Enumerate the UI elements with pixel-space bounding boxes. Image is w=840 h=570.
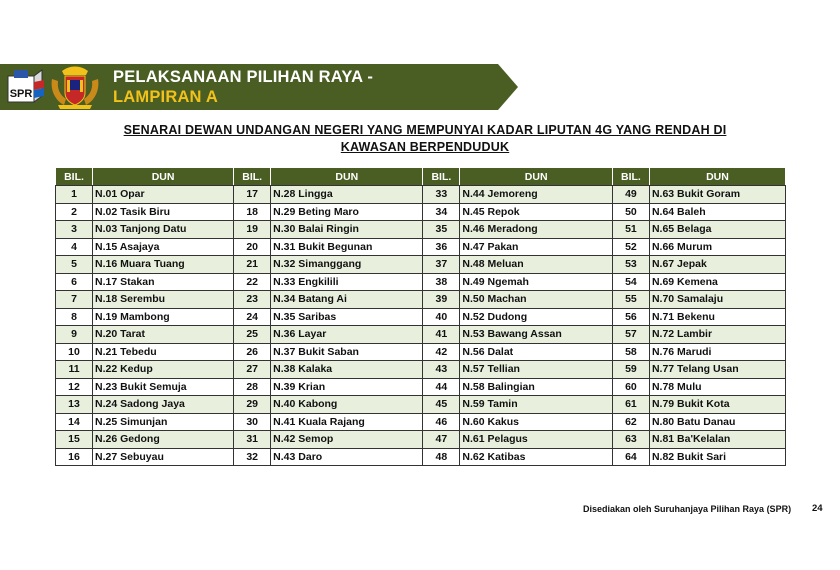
- cell-dun: N.35 Saribas: [271, 308, 423, 326]
- table-row: [56, 431, 786, 449]
- spr-logo: [4, 66, 46, 108]
- column-header-dun: DUN: [93, 168, 234, 186]
- column-header-dun: DUN: [460, 168, 613, 186]
- cell-bil: 26: [234, 343, 271, 361]
- cell-bil: 61: [612, 396, 649, 414]
- cell-dun: N.24 Sadong Jaya: [93, 396, 234, 414]
- cell-bil: 23: [234, 291, 271, 309]
- cell-dun: N.70 Samalaju: [649, 291, 785, 309]
- cell-bil: 28: [234, 378, 271, 396]
- cell-bil: 59: [612, 361, 649, 379]
- cell-dun: N.48 Meluan: [460, 256, 613, 274]
- cell-bil: 39: [423, 291, 460, 309]
- cell-bil: 10: [56, 343, 93, 361]
- cell-dun: N.72 Lambir: [649, 326, 785, 344]
- cell-dun: N.52 Dudong: [460, 308, 613, 326]
- cell-bil: 56: [612, 308, 649, 326]
- table-body: [56, 186, 786, 466]
- cell-dun: N.22 Kedup: [93, 361, 234, 379]
- cell-bil: 41: [423, 326, 460, 344]
- table-row: [56, 343, 786, 361]
- cell-dun: N.63 Bukit Goram: [649, 186, 785, 204]
- cell-dun: N.78 Mulu: [649, 378, 785, 396]
- cell-bil: 58: [612, 343, 649, 361]
- cell-dun: N.19 Mambong: [93, 308, 234, 326]
- dun-table: [55, 167, 786, 466]
- cell-dun: N.59 Tamin: [460, 396, 613, 414]
- table-row: [56, 221, 786, 239]
- cell-bil: 17: [234, 186, 271, 204]
- cell-dun: N.76 Marudi: [649, 343, 785, 361]
- cell-bil: 57: [612, 326, 649, 344]
- table-row: [56, 291, 786, 309]
- cell-dun: N.31 Bukit Begunan: [271, 238, 423, 256]
- cell-dun: N.71 Bekenu: [649, 308, 785, 326]
- cell-bil: 4: [56, 238, 93, 256]
- cell-bil: 1: [56, 186, 93, 204]
- cell-bil: 31: [234, 431, 271, 449]
- cell-dun: N.38 Kalaka: [271, 361, 423, 379]
- cell-dun: N.34 Batang Ai: [271, 291, 423, 309]
- cell-dun: N.57 Tellian: [460, 361, 613, 379]
- cell-bil: 46: [423, 413, 460, 431]
- cell-dun: N.47 Pakan: [460, 238, 613, 256]
- cell-bil: 32: [234, 448, 271, 466]
- cell-dun: N.60 Kakus: [460, 413, 613, 431]
- cell-dun: N.25 Simunjan: [93, 413, 234, 431]
- cell-bil: 21: [234, 256, 271, 274]
- header-subtitle: LAMPIRAN A: [113, 88, 218, 106]
- cell-dun: N.49 Ngemah: [460, 273, 613, 291]
- cell-bil: 20: [234, 238, 271, 256]
- table-row: [56, 186, 786, 204]
- header-text: [113, 67, 373, 107]
- cell-bil: 24: [234, 308, 271, 326]
- cell-dun: N.82 Bukit Sari: [649, 448, 785, 466]
- cell-dun: N.43 Daro: [271, 448, 423, 466]
- cell-bil: 64: [612, 448, 649, 466]
- cell-dun: N.02 Tasik Biru: [93, 203, 234, 221]
- cell-dun: N.39 Krian: [271, 378, 423, 396]
- coat-of-arms-icon: [48, 65, 102, 109]
- cell-dun: N.41 Kuala Rajang: [271, 413, 423, 431]
- cell-dun: N.67 Jepak: [649, 256, 785, 274]
- cell-bil: 63: [612, 431, 649, 449]
- cell-bil: 3: [56, 221, 93, 239]
- cell-bil: 36: [423, 238, 460, 256]
- cell-dun: N.16 Muara Tuang: [93, 256, 234, 274]
- column-header-bil: BIL.: [56, 168, 93, 186]
- column-header-bil: BIL.: [423, 168, 460, 186]
- cell-bil: 12: [56, 378, 93, 396]
- cell-bil: 34: [423, 203, 460, 221]
- cell-bil: 5: [56, 256, 93, 274]
- cell-dun: N.15 Asajaya: [93, 238, 234, 256]
- cell-dun: N.65 Belaga: [649, 221, 785, 239]
- cell-bil: 13: [56, 396, 93, 414]
- cell-dun: N.28 Lingga: [271, 186, 423, 204]
- table-row: [56, 326, 786, 344]
- cell-dun: N.58 Balingian: [460, 378, 613, 396]
- cell-bil: 15: [56, 431, 93, 449]
- cell-dun: N.36 Layar: [271, 326, 423, 344]
- cell-bil: 45: [423, 396, 460, 414]
- header-title: PELAKSANAAN PILIHAN RAYA -: [113, 68, 374, 86]
- cell-dun: N.03 Tanjong Datu: [93, 221, 234, 239]
- cell-bil: 48: [423, 448, 460, 466]
- cell-dun: N.32 Simanggang: [271, 256, 423, 274]
- cell-bil: 33: [423, 186, 460, 204]
- table-row: [56, 238, 786, 256]
- cell-bil: 16: [56, 448, 93, 466]
- cell-bil: 51: [612, 221, 649, 239]
- cell-bil: 27: [234, 361, 271, 379]
- cell-bil: 52: [612, 238, 649, 256]
- table-row: [56, 273, 786, 291]
- cell-bil: 35: [423, 221, 460, 239]
- cell-bil: 14: [56, 413, 93, 431]
- cell-dun: N.37 Bukit Saban: [271, 343, 423, 361]
- cell-dun: N.18 Serembu: [93, 291, 234, 309]
- cell-bil: 54: [612, 273, 649, 291]
- document-title-line-1: SENARAI DEWAN UNDANGAN NEGERI YANG MEMPUNYAI KADAR LIPUTAN 4G YANG RENDAH DI: [123, 123, 727, 137]
- cell-dun: N.50 Machan: [460, 291, 613, 309]
- cell-dun: N.69 Kemena: [649, 273, 785, 291]
- cell-dun: N.53 Bawang Assan: [460, 326, 613, 344]
- cell-dun: N.40 Kabong: [271, 396, 423, 414]
- table-row: [56, 361, 786, 379]
- cell-dun: N.45 Repok: [460, 203, 613, 221]
- column-header-bil: BIL.: [612, 168, 649, 186]
- cell-dun: N.42 Semop: [271, 431, 423, 449]
- cell-bil: 7: [56, 291, 93, 309]
- cell-dun: N.26 Gedong: [93, 431, 234, 449]
- cell-dun: N.33 Engkilili: [271, 273, 423, 291]
- cell-dun: N.80 Batu Danau: [649, 413, 785, 431]
- table-row: [56, 448, 786, 466]
- document-title-line-2: KAWASAN BERPENDUDUK: [340, 140, 510, 154]
- cell-bil: 43: [423, 361, 460, 379]
- table-row: [56, 203, 786, 221]
- cell-dun: N.77 Telang Usan: [649, 361, 785, 379]
- cell-bil: 25: [234, 326, 271, 344]
- cell-dun: N.81 Ba'Kelalan: [649, 431, 785, 449]
- document-title: [80, 122, 770, 156]
- cell-bil: 49: [612, 186, 649, 204]
- cell-bil: 38: [423, 273, 460, 291]
- cell-bil: 19: [234, 221, 271, 239]
- cell-dun: N.23 Bukit Semuja: [93, 378, 234, 396]
- cell-dun: N.30 Balai Ringin: [271, 221, 423, 239]
- cell-dun: N.21 Tebedu: [93, 343, 234, 361]
- cell-dun: N.79 Bukit Kota: [649, 396, 785, 414]
- table-row: [56, 396, 786, 414]
- cell-dun: N.56 Dalat: [460, 343, 613, 361]
- table-row: [56, 413, 786, 431]
- cell-dun: N.66 Murum: [649, 238, 785, 256]
- footer-note: Disediakan oleh Suruhanjaya Pilihan Raya (SPR): [583, 504, 792, 514]
- cell-bil: 22: [234, 273, 271, 291]
- column-header-dun: DUN: [649, 168, 785, 186]
- cell-bil: 55: [612, 291, 649, 309]
- cell-bil: 50: [612, 203, 649, 221]
- column-header-bil: BIL.: [234, 168, 271, 186]
- cell-bil: 60: [612, 378, 649, 396]
- cell-bil: 8: [56, 308, 93, 326]
- table-row: [56, 256, 786, 274]
- cell-dun: N.29 Beting Maro: [271, 203, 423, 221]
- cell-bil: 11: [56, 361, 93, 379]
- cell-dun: N.61 Pelagus: [460, 431, 613, 449]
- cell-bil: 62: [612, 413, 649, 431]
- table-row: [56, 378, 786, 396]
- cell-bil: 30: [234, 413, 271, 431]
- cell-bil: 9: [56, 326, 93, 344]
- cell-dun: N.27 Sebuyau: [93, 448, 234, 466]
- table-row: [56, 308, 786, 326]
- column-header-dun: DUN: [271, 168, 423, 186]
- cell-bil: 40: [423, 308, 460, 326]
- cell-bil: 6: [56, 273, 93, 291]
- cell-dun: N.62 Katibas: [460, 448, 613, 466]
- spr-logo-text: SPR: [9, 88, 33, 100]
- cell-dun: N.64 Baleh: [649, 203, 785, 221]
- cell-bil: 29: [234, 396, 271, 414]
- cell-dun: N.46 Meradong: [460, 221, 613, 239]
- cell-bil: 53: [612, 256, 649, 274]
- cell-dun: N.17 Stakan: [93, 273, 234, 291]
- cell-bil: 47: [423, 431, 460, 449]
- page-number: 24: [812, 503, 823, 514]
- cell-bil: 37: [423, 256, 460, 274]
- cell-bil: 42: [423, 343, 460, 361]
- cell-bil: 2: [56, 203, 93, 221]
- cell-dun: N.20 Tarat: [93, 326, 234, 344]
- cell-dun: N.44 Jemoreng: [460, 186, 613, 204]
- table-header-row: [56, 168, 786, 186]
- cell-dun: N.01 Opar: [93, 186, 234, 204]
- cell-bil: 44: [423, 378, 460, 396]
- cell-bil: 18: [234, 203, 271, 221]
